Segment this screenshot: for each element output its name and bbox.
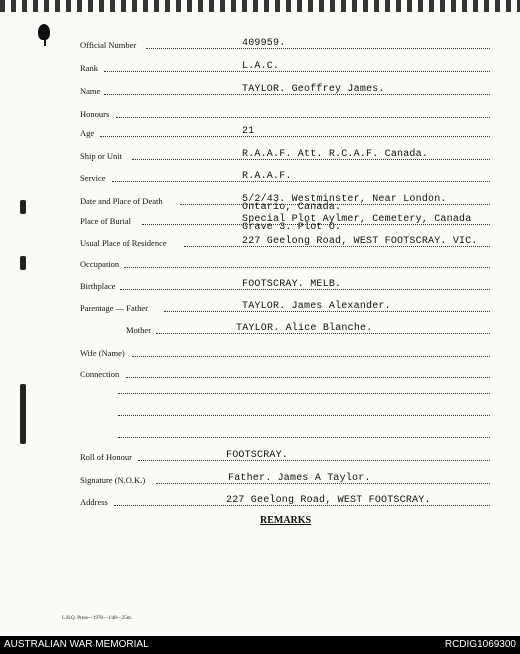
field-value: 409959. <box>242 38 286 49</box>
field-label: Birthplace <box>80 281 116 291</box>
field-father <box>80 300 490 314</box>
field-value: 21 <box>242 126 255 137</box>
field-birthplace <box>80 278 490 292</box>
field-usual-residence <box>80 235 490 249</box>
field-label: Parentage — Father <box>80 303 148 313</box>
field-service <box>80 170 490 184</box>
field-label: Usual Place of Residence <box>80 238 167 248</box>
field-label: Honours <box>80 109 110 119</box>
field-value-continued: Ontario, Canada. <box>242 202 342 213</box>
dotted-rule <box>104 71 490 72</box>
field-value: TAYLOR. Alice Blanche. <box>236 323 373 334</box>
field-label: Connection <box>80 369 120 379</box>
field-label: Rank <box>80 63 98 73</box>
field-label: Official Number <box>80 40 137 50</box>
dotted-rule <box>118 393 490 394</box>
dotted-rule <box>138 460 490 461</box>
field-label: Service <box>80 173 106 183</box>
field-label: Name <box>80 86 101 96</box>
field-value: FOOTSCRAY. MELB. <box>242 279 342 290</box>
field-value: Father. James A Taylor. <box>228 473 371 484</box>
field-mother <box>126 322 490 336</box>
field-name <box>80 83 490 97</box>
field-label: Address <box>80 497 108 507</box>
dotted-rule <box>146 48 490 49</box>
field-wife <box>80 345 490 359</box>
field-label: Age <box>80 128 95 138</box>
dotted-rule <box>116 117 490 118</box>
field-roll-of-honour <box>80 449 490 463</box>
punch-hole-icon <box>38 24 50 40</box>
dotted-rule <box>118 437 490 438</box>
field-label: Date and Place of Death <box>80 196 163 206</box>
field-value: Special Plot Aylmer, Cemetery, Canada <box>242 214 472 225</box>
field-value: 227 Geelong Road, WEST FOOTSCRAY. VIC. <box>242 236 478 247</box>
field-date-place-of-death <box>80 193 490 207</box>
dotted-rule <box>112 181 490 182</box>
dotted-rule <box>100 136 490 137</box>
field-value-continued: Grave 3. Plot O. <box>242 222 342 233</box>
field-label: Ship or Unit <box>80 151 123 161</box>
archive-footer <box>0 636 520 654</box>
field-label: Wife (Name) <box>80 348 125 358</box>
field-signature-nok <box>80 472 490 486</box>
field-label: Place of Burial <box>80 216 131 226</box>
field-value: L.A.C. <box>242 61 280 72</box>
field-occupation <box>80 256 490 270</box>
footer-record-id: RCDIG1069300 <box>444 639 516 650</box>
dotted-rule <box>132 356 490 357</box>
field-value: TAYLOR. Geoffrey James. <box>242 84 385 95</box>
footer-institution: AUSTRALIAN WAR MEMORIAL <box>4 639 149 650</box>
field-value: 5/2/43. Westminster, Near London. <box>242 194 447 205</box>
dotted-rule <box>124 267 490 268</box>
field-value: FOOTSCRAY. <box>226 450 289 461</box>
field-ship-or-unit <box>80 148 490 162</box>
field-value: R.A.A.F. <box>242 171 292 182</box>
dotted-rule <box>126 377 490 378</box>
field-connection <box>80 366 490 380</box>
field-honours <box>80 106 490 120</box>
remarks-heading: REMARKS <box>260 515 312 526</box>
dotted-rule <box>118 415 490 416</box>
binder-clip-icon <box>20 384 26 444</box>
field-value: TAYLOR. James Alexander. <box>242 301 391 312</box>
field-address <box>80 494 490 508</box>
binder-clip-icon <box>20 200 26 214</box>
binder-clip-icon <box>20 256 26 270</box>
field-label: Signature (N.O.K.) <box>80 475 146 485</box>
field-place-of-burial <box>80 213 490 227</box>
field-value: 227 Geelong Road, WEST FOOTSCRAY. <box>226 495 431 506</box>
field-value: R.A.A.F. Att. R.C.A.F. Canada. <box>242 149 429 160</box>
field-label: Occupation <box>80 259 120 269</box>
field-official-number <box>80 37 490 51</box>
field-label: Mother <box>126 325 152 335</box>
field-label: Roll of Honour <box>80 452 132 462</box>
field-rank <box>80 60 490 74</box>
perforated-edge <box>0 0 520 12</box>
field-age <box>80 125 490 139</box>
printer-imprint: L.H.Q. Press—1978—1/48—25m. <box>62 616 132 621</box>
